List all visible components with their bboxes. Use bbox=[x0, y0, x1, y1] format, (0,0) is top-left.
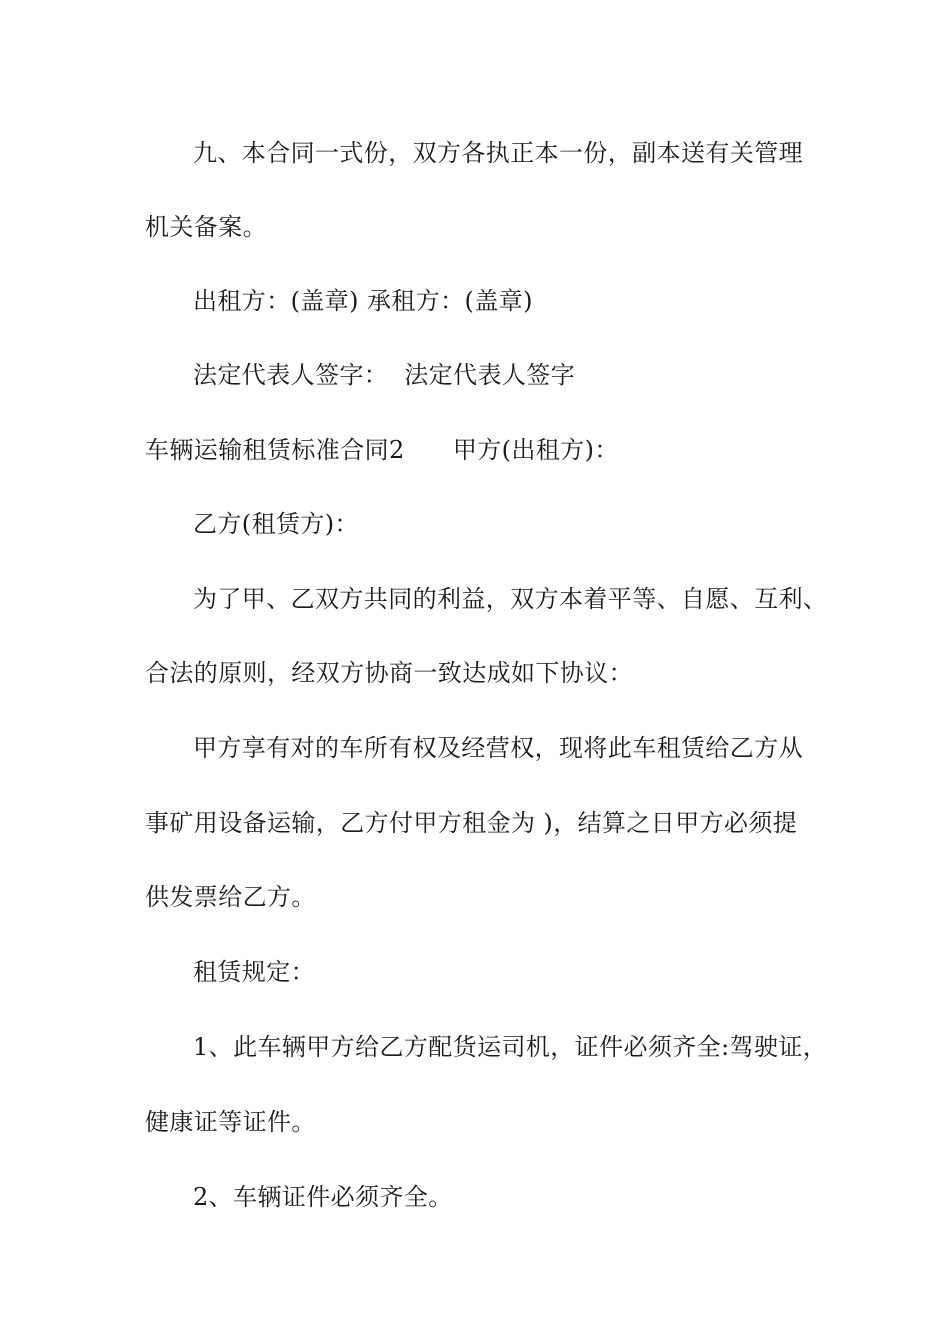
paragraph-line: 事矿用设备运输，乙方付甲方租金为 )，结算之日甲方必须提 bbox=[145, 809, 798, 837]
contract-title-line: 车辆运输租赁标准合同2 甲方(出租方)： bbox=[145, 436, 619, 464]
paragraph-line: 合法的原则，经双方协商一致达成如下协议： bbox=[145, 659, 633, 687]
signature-representative-line: 法定代表人签字： 法定代表人签字 bbox=[193, 361, 576, 389]
paragraph-line: 供发票给乙方。 bbox=[145, 883, 316, 911]
clause-line: 2、车辆证件必须齐全。 bbox=[193, 1183, 453, 1211]
party-b-line: 乙方(租赁方)： bbox=[193, 510, 359, 538]
clause-line: 1、此车辆甲方给乙方配货运司机，证件必须齐全:驾驶证， bbox=[193, 1033, 828, 1061]
section-heading: 租赁规定： bbox=[193, 958, 315, 986]
paragraph-line: 为了甲、乙双方共同的利益，双方本着平等、自愿、互利、 bbox=[193, 585, 828, 613]
paragraph-line: 机关备案。 bbox=[145, 213, 267, 241]
paragraph-line: 甲方享有对的车所有权及经营权，现将此车租赁给乙方从 bbox=[193, 734, 803, 762]
signature-seal-line: 出租方：(盖章) 承租方：(盖章) bbox=[193, 287, 533, 315]
clause-line: 健康证等证件。 bbox=[145, 1108, 316, 1136]
paragraph-line: 九、本合同一式份，双方各执正本一份，副本送有关管理 bbox=[193, 139, 803, 167]
